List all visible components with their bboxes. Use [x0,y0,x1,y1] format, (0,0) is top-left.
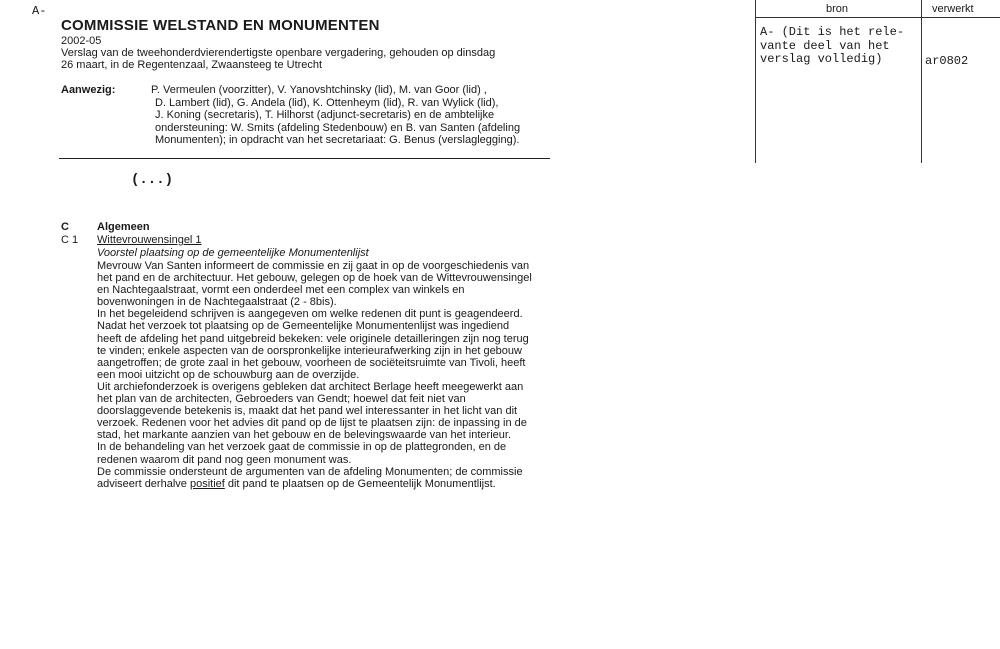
bron-line: verslag volledig) [760,52,883,66]
body-line: In de behandeling van het verzoek gaat de commissie in op de plattegronden, en de [97,441,507,454]
table-header-divider [755,17,1000,18]
aanwezig-list [151,84,555,147]
advice-positief: positief [189,477,225,490]
body-line: verzoek. Redenen voor het advies dit pand op de lijst te plaatsen zijn: de inpassing in de [97,417,527,430]
corner-mark: A- [32,4,47,18]
body-line: doorslaggevende betekenis is, maakt dat het pand wel interessanter in het licht van dit [97,405,518,418]
body-line: Nadat het verzoek tot plaatsing op de Gemeentelijke Monumentenlijst was ingediend [97,320,510,333]
aanwezig-label: Aanwezig: [61,84,116,96]
bron-line: vante deel van het [760,38,890,53]
verwerkt-cell: ar0802 [925,54,969,68]
aanwezig-line: ondersteuning: W. Smits (afdeling Stedenbouw) en B. van Santen (afdeling [155,121,521,134]
subsection-subtitle: Voorstel plaatsing op de gemeentelijke Monumentenlijst [97,247,369,259]
table-border-left [755,0,756,163]
body-line: stad, het markante aanzien van het gebouw en de belevingswaarde van het interieur. [97,429,511,442]
bron-cell [760,26,904,67]
body-line: Uit archiefonderzoek is overigens gebleken dat architect Berlage heeft meegewerkt aan [97,380,524,393]
subsection-heading: Wittevrouwensingel 1 [97,234,202,246]
body-line: heeft de afdeling het pand uitgebreid bekeken: vele originele detailleringen zijn nog terug [97,332,529,345]
aanwezig-line: D. Lambert (lid), G. Andela (lid), K. Ottenheym (lid), R. van Wylick (lid), [155,96,499,109]
section-code: C [61,221,69,233]
last-line-post: dit pand te plaatsen op de Gemeentelijk Monumentlijst. [224,477,496,490]
document-number: 2002-05 [61,35,102,47]
body-line: te vinden; enkele aspecten van de oorspronkelijke interieurafwerking zijn in het gebouw [97,344,522,357]
body-line-last [97,478,557,490]
body-line: een mooi uitzicht op de schouwburg aan de overzijde. [97,368,360,381]
body-line: De commissie ondersteunt de argumenten van de afdeling Monumenten; de commissie [97,465,523,478]
aanwezig-line: P. Vermeulen (voorzitter), V. Yanovshtchinsky (lid), M. van Goor (lid) , [151,84,487,96]
body-line: aangetroffen; de grote zaal in het gebouw, voorheen de sociëteitsruimte van Tivoli, heeft [97,356,526,369]
bron-line: A- (Dit is het rele- [760,25,905,39]
subsection-code: C 1 [61,234,79,246]
source-table [755,0,1000,163]
body-line: Mevrouw Van Santen informeert de commissie en zij gaat in op de voorgeschiedenis van [97,260,530,272]
aanwezig-line: Monumenten); in opdracht van het secretariaat: G. Benus (verslaglegging). [155,134,520,146]
body-line: redenen waarom dit pand nog geen monument was. [97,453,352,466]
body-line: bovenwoningen in de Nachtegaalstraat (2 - 8bis). [97,296,337,309]
table-border-middle [921,0,922,163]
horizontal-divider [59,158,550,159]
last-line-pre: adviseert derhalve [97,477,190,490]
body-line: het pand en de architectuur. Het gebouw, gelegen op de hoek van de Wittevrouwensingel [97,272,532,285]
column-header-verwerkt: verwerkt [932,3,974,15]
document-title: COMMISSIE WELSTAND EN MONUMENTEN [61,17,380,34]
body-line: en Nachtegaalstraat, vormt een onderdeel met een complex van winkels en [97,284,465,297]
body-line: het plan van de architecten, Gebroeders van Gendt; hoewel dat feit niet van [97,393,466,406]
body-line: In het begeleidend schrijven is aangegeven om welke redenen dit punt is geagendeerd. [97,308,523,321]
omission-marker: (...) [131,172,174,188]
section-body [97,260,557,490]
column-header-bron: bron [826,3,849,15]
document-subtitle-line-2: 26 maart, in de Regentenzaal, Zwaansteeg te Utrecht [61,59,323,71]
aanwezig-line: J. Koning (secretaris), T. Hilhorst (adjunct-secretaris) en de ambtelijke [155,109,495,121]
section-heading: Algemeen [97,221,150,233]
document-subtitle-line-1: Verslag van de tweehonderdvierendertigste openbare vergadering, gehouden op dinsdag [61,47,496,59]
